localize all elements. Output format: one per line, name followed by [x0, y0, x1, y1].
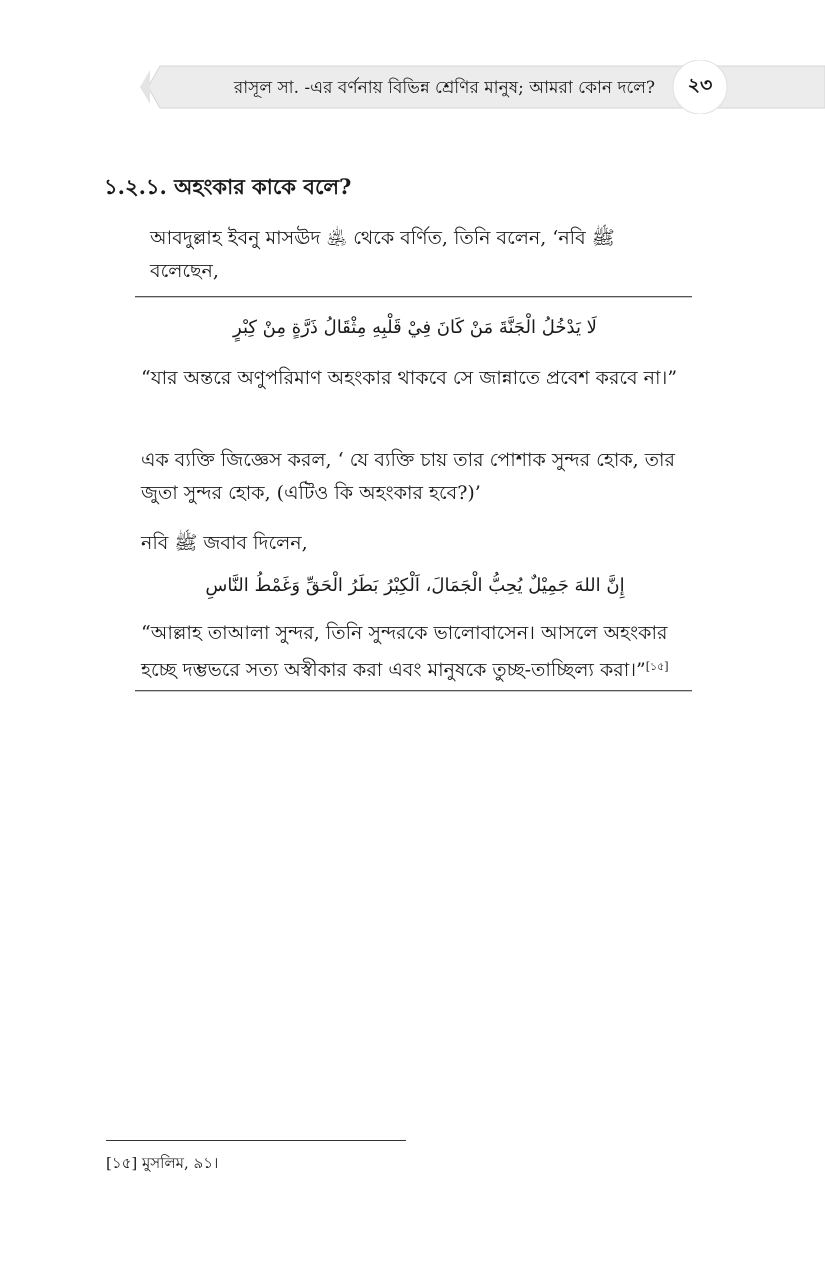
section-heading: ১.২.১. অহংকার কাকে বলে? — [104, 174, 352, 199]
translation-paragraph-2 — [141, 617, 689, 687]
footnote-separator — [106, 1140, 406, 1141]
question-paragraph: এক ব্যক্তি জিজ্ঞেস করল, ‘ যে ব্যক্তি চায় তার পোশাক সুন্দর হোক, তার জুতা সুন্দর হোক, (এটিও কি অহংকার হবে?)’ — [141, 449, 675, 504]
footnote-reference[interactable]: [১৫] — [645, 660, 669, 673]
arabic-hadith-1: لَا يَدْخُلُ الْجَنَّةَ مَنْ كَانَ فِيْ قَلْبِهِ مِثْقَالُ ذَرَّةٍ مِنْ كِبْرٍ — [233, 317, 597, 338]
running-header-title: রাসূল সা. -এর বর্ণনায় বিভিন্ন শ্রেণির মানুষ; আমরা কোন দলে? — [233, 78, 655, 98]
translation-paragraph-1: “যার অন্তরে অণুপরিমাণ অহংকার থাকবে সে জান্নাতে প্রবেশ করবে না।” — [141, 367, 678, 389]
bottom-divider — [135, 690, 692, 692]
translation-2-text: “আল্লাহ তাআলা সুন্দর, তিনি সুন্দরকে ভালোবাসেন। আসলে অহংকার হচ্ছে দম্ভভরে সত্য অস্বীকার করা এবং মানুষকে তুচ্ছ-তাচ্ছিল্য করা।” — [141, 622, 668, 681]
intro-paragraph: আবদুল্লাহ ইবনু মাসঊদ ﵁ থেকে বর্ণিত, তিনি বলেন, ‘নবি ﷺ বলেছেন, — [150, 227, 615, 282]
page-number: ২৩ — [687, 74, 713, 96]
arabic-hadith-2: إِنَّ اللهَ جَمِيْلٌ يُحِبُّ الْجَمَالَ، اَلْكِبْرُ بَطَرُ الْحَقِّ وَغَمْطُ النَّاسِ — [205, 575, 625, 596]
reply-intro: নবি ﷺ জবাব দিলেন, — [141, 532, 308, 554]
top-divider — [135, 296, 692, 298]
footnote-text: [১৫] মুসলিম, ৯১। — [106, 1154, 219, 1172]
